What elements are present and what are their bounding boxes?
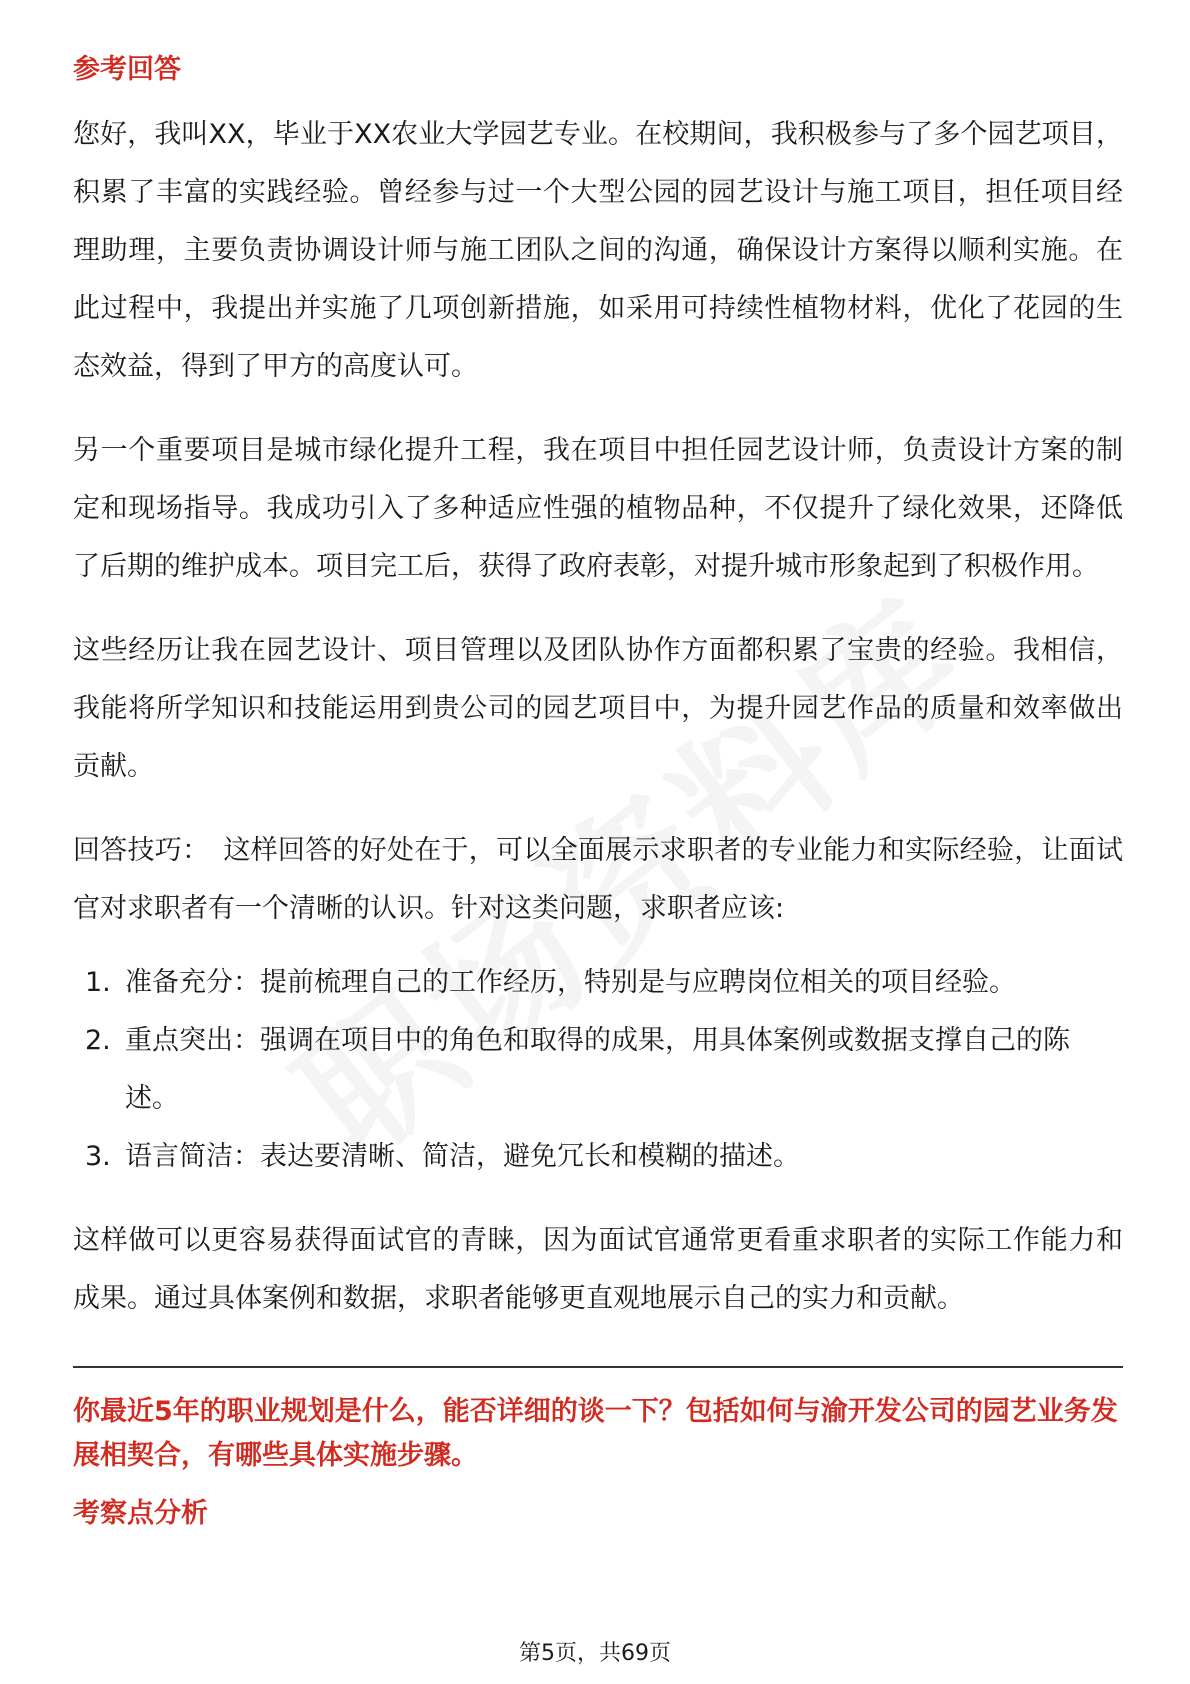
tips-label: 回答技巧：: [73, 835, 210, 866]
list-item-text: 准备充分：提前梳理自己的工作经历，特别是与应聘岗位相关的项目经验。: [125, 967, 1016, 998]
analysis-heading: 考察点分析: [73, 1498, 208, 1529]
answer-paragraph-1: 您好，我叫XX，毕业于XX农业大学园艺专业。在校期间，我积极参与了多个园艺项目，积累了丰富的实践经验。曾经参与过一个大型公园的园艺设计与施工项目，担任项目经理助理，主要负责协调设计师与施工团队之间的沟通，确保设计方案得以顺利实施。在此过程中，我提出并实施了几项创新措施，如采用可持续性植物材料，优化了花园的生态效益，得到了甲方的高度认可。: [73, 119, 1123, 382]
list-item: [73, 1128, 1123, 1186]
answer-paragraph-3: 这些经历让我在园艺设计、项目管理以及团队协作方面都积累了宝贵的经验。我相信，我能将所学知识和技能运用到贵公司的园艺项目中，为提升园艺作品的质量和效率做出贡献。: [73, 635, 1123, 782]
page-number: 第5页，共69页: [519, 1641, 671, 1666]
tips-closing: 这样做可以更容易获得面试官的青睐，因为面试官通常更看重求职者的实际工作能力和成果。通过具体案例和数据，求职者能够更直观地展示自己的实力和贡献。: [73, 1225, 1123, 1314]
answer-heading: 参考回答: [73, 54, 181, 85]
list-item-number: 1.: [85, 967, 111, 998]
tips-intro-text: 这样回答的好处在于，可以全面展示求职者的专业能力和实际经验，让面试官对求职者有一个清晰的认识。针对这类问题，求职者应该:: [73, 835, 1124, 924]
tips-intro: [73, 822, 1123, 938]
list-item-number: 3.: [85, 1141, 111, 1172]
list-item-number: 2.: [85, 1025, 111, 1056]
list-item-text: 重点突出：强调在项目中的角色和取得的成果，用具体案例或数据支撑自己的陈述。: [125, 1025, 1070, 1114]
tips-list: [73, 954, 1123, 1186]
next-question: 你最近5年的职业规划是什么，能否详细的谈一下？包括如何与渝开发公司的园艺业务发展相契合，有哪些具体实施步骤。: [73, 1396, 1118, 1471]
list-item: [73, 954, 1123, 1012]
answer-paragraph-2: 另一个重要项目是城市绿化提升工程，我在项目中担任园艺设计师，负责设计方案的制定和现场指导。我成功引入了多种适应性强的植物品种，不仅提升了绿化效果，还降低了后期的维护成本。项目完工后，获得了政府表彰，对提升城市形象起到了积极作用。: [73, 435, 1123, 582]
document-page: [73, 50, 1123, 1534]
list-item: [73, 1012, 1123, 1128]
list-item-text: 语言简洁：表达要清晰、简洁，避免冗长和模糊的描述。: [125, 1141, 800, 1172]
section-divider: [73, 1366, 1123, 1368]
